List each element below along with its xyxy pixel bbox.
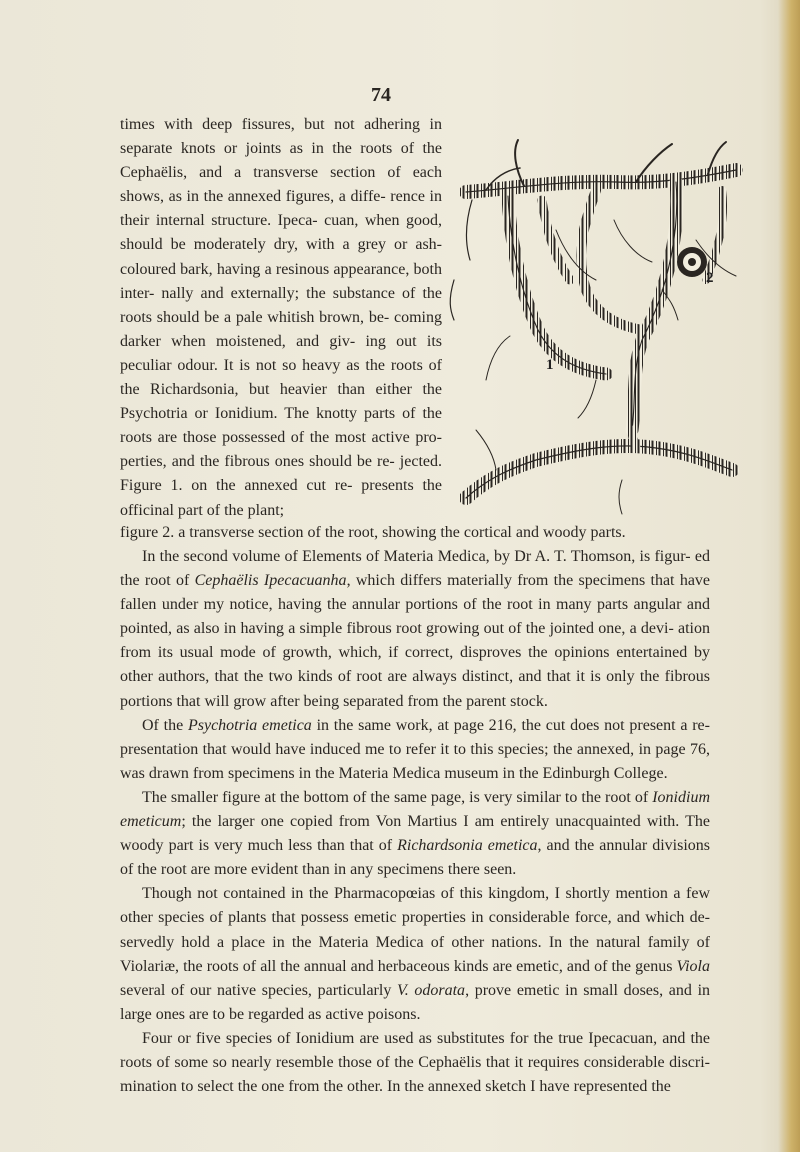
p2-text-b: in the same work, at page 216, the cut does not present a re- presentation that would have induced me to refer it to this species; the annexed, in page 76, was drawn from specimens in the Materia Medica museum in the Edinburgh College. <box>120 716 710 782</box>
page-edge-stain <box>778 0 800 1152</box>
p2-italic-1: Psychotria emetica <box>187 716 312 734</box>
p3-italic-1: Ionidium emeticum <box>120 788 710 831</box>
p5-text-a: Four or five species of Ionidium are used as substitutes for the true Ipecacuan, and the roots of some so nearly resemble those of the Cephaëlis that it requires considerable discri- mination to select the one from the other. In the annexed sketch I have represented the <box>120 1029 710 1096</box>
p3-italic-2: Richardsonia emetica <box>397 837 538 855</box>
p4-text-b: several of our native species, particularly <box>120 981 397 999</box>
paragraph-1 <box>120 545 710 714</box>
paragraph-5 <box>120 1027 710 1099</box>
paragraph-2 <box>120 714 710 786</box>
body-text <box>120 545 710 1099</box>
p4-italic-2: V. odorata <box>397 981 466 999</box>
p3-text-c: , and the annular divisions of the root are more evident than in any specimens there seen. <box>120 837 711 879</box>
p3-text-a: The smaller figure at the bottom of the same page, is very similar to the root of <box>142 788 653 806</box>
p3-text-b: ; the larger one copied from Von Martius I am entirely unacquainted with. The woody part is very much less than that of <box>120 813 710 855</box>
transverse-section-icon <box>677 247 707 277</box>
page-number: 74 <box>371 84 391 106</box>
p4-text-c: , prove emetic in small doses, and in large ones are to be regarded as active poisons. <box>120 981 711 1023</box>
p4-text-a: Though not contained in the Pharmacopœias of this kingdom, I shortly mention a few other species of plants that possess emetic properties in considerable force, and which de- servedly hold a place in the Materia Medica of other nations. In the natural family of Violariæ, the roots of all the annual and herbaceous kinds are emetic, and of the genus <box>120 885 710 975</box>
p1-italic-1: Cephaëlis Ipecacuanha <box>194 572 347 590</box>
p1-text-b: , which differs materially from the specimens that have fallen under my notice, having the annular portions of the root in many parts angular and pointed, as also in having a simple fibrous root growing out of the jointed one, a devi- ation from its usual mode of growth, which, if correct, disproves the opinions entertained by other authors, that the two kinds of root are always distinct, and that it is only the fibrous portions that will grow after being separated from the parent stock. <box>120 572 711 710</box>
paragraph-3 <box>120 786 710 882</box>
ipecacuanha-root-engraving <box>446 130 746 518</box>
p4-italic-1: Viola <box>676 957 710 975</box>
figure-label-2: 2 <box>706 270 714 286</box>
p1-text-a: In the second volume of Elements of Materia Medica, by Dr A. T. Thomson, is figur- ed the root of <box>120 548 710 590</box>
p2-text-a: Of the <box>142 716 188 734</box>
figure-label-1: 1 <box>546 357 554 373</box>
root-engraving-strokes <box>450 140 736 514</box>
paragraph-4 <box>120 882 710 1027</box>
continuation-line: figure 2. a transverse section of the root, showing the cortical and woody parts. <box>120 524 626 541</box>
top-paragraph: times with deep fissures, but not adhering in separate knots or joints as in the roots of the Cephaëlis, and a transverse section of each shows, as in the annexed figures, a diffe- rence in their internal structure. Ipeca- cuan, when good, should be moderately dry, with a grey or ash-coloured bark, having a resinous appearance, both inter- nally and externally; the substance of the roots should be a pale whitish brown, be- coming darker when moistened, and giv- ing out its peculiar odour. It is not so heavy as the roots of the Richardsonia, but heavier than either the Psychotria or Ionidium. The knotty parts of the roots are those possessed of the most active pro- perties, and the fibrous ones should be re- jected. Figure 1. on the annexed cut re- presents the officinal part of the plant; <box>120 116 442 519</box>
